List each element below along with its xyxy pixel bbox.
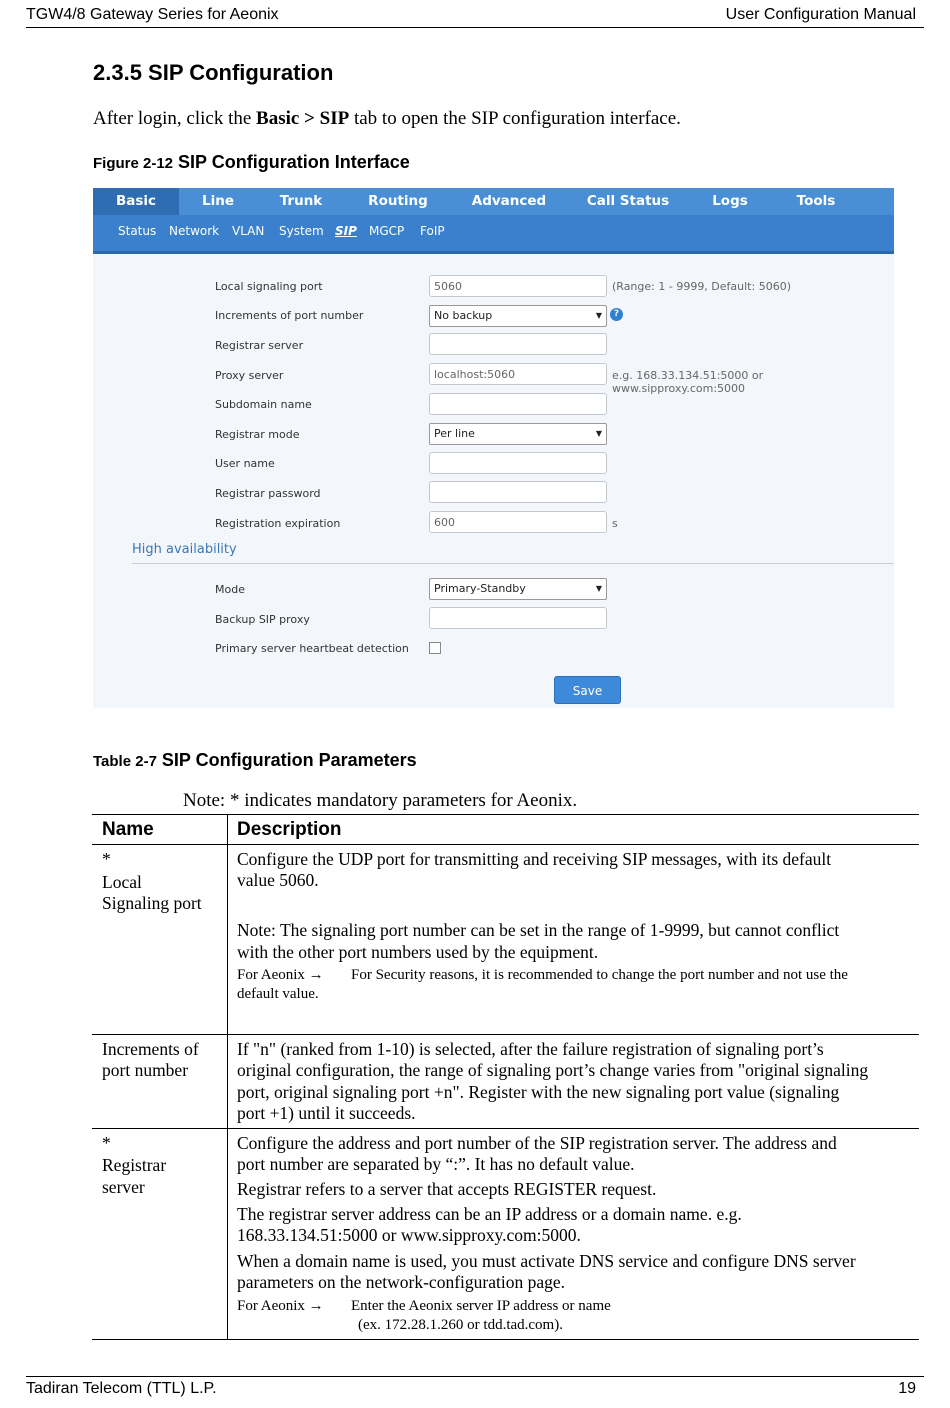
row3-desc-line2: port number are separated by “:”. It has no default value.	[237, 1154, 635, 1174]
save-button[interactable]: Save	[554, 676, 621, 704]
figure-number: Figure 2-12	[93, 155, 174, 172]
registrar-mode-value: Per line	[434, 427, 475, 440]
high-availability-title: High availability	[132, 542, 237, 557]
page-footer	[26, 1376, 924, 1397]
table-rule	[92, 1128, 919, 1129]
table-title: SIP Configuration Parameters	[156, 750, 417, 770]
row1-name-line1: Local	[102, 872, 142, 892]
sub-nav	[93, 215, 894, 254]
intro-text-end: tab to open the SIP configuration interface.	[349, 108, 681, 129]
proxy-server-input[interactable]: localhost:5060	[429, 363, 607, 385]
subtab-mgcp[interactable]: MGCP	[369, 224, 405, 238]
subdomain-label: Subdomain name	[215, 398, 312, 411]
increments-select[interactable]	[429, 305, 607, 327]
row3-name-line1: Registrar	[102, 1155, 167, 1175]
tab-trunk[interactable]: Trunk	[279, 193, 323, 209]
section-divider	[132, 563, 894, 564]
row2-desc-line3: port, original signaling port +n". Register with the new signaling port value (signaling	[237, 1082, 840, 1102]
row3-desc-address-line1: The registrar server address can be an IP address or a domain name. e.g.	[237, 1204, 742, 1224]
page-header	[26, 6, 924, 28]
user-name-input[interactable]	[429, 452, 607, 474]
row3-star: *	[102, 1133, 111, 1153]
tab-call-status[interactable]: Call Status	[586, 193, 670, 209]
sip-config-screenshot	[93, 188, 894, 708]
row3-aeonix-text: Enter the Aeonix server IP address or name	[351, 1298, 611, 1314]
tab-advanced[interactable]: Advanced	[471, 193, 547, 209]
local-port-label: Local signaling port	[215, 280, 323, 293]
figure-caption	[93, 152, 410, 173]
registrar-server-input[interactable]	[429, 333, 607, 355]
row2-name-line1: Increments of	[102, 1039, 199, 1059]
registration-expiration-label: Registration expiration	[215, 517, 341, 530]
row1-star: *	[102, 849, 111, 869]
mode-label: Mode	[215, 583, 245, 596]
registrar-password-input[interactable]	[429, 481, 607, 503]
tab-routing[interactable]: Routing	[368, 193, 428, 209]
chevron-down-icon: ▼	[595, 584, 602, 593]
row3-name-line2: server	[102, 1177, 145, 1197]
local-port-input[interactable]: 5060	[429, 275, 607, 297]
user-name-label: User name	[215, 457, 275, 470]
header-manual-name: User Configuration Manual	[725, 6, 916, 23]
section-title: 2.3.5 SIP Configuration	[93, 60, 334, 85]
intro-text: After login, click the	[93, 108, 257, 129]
mode-select[interactable]	[429, 578, 607, 600]
row1-aeonix-text2: default value.	[237, 986, 319, 1002]
row1-aeonix-text: For Security reasons, it is recommended to change the port number and not use the	[351, 967, 848, 983]
table-rule	[92, 814, 919, 815]
heartbeat-label: Primary server heartbeat detection	[215, 642, 409, 655]
row3-desc-address-line2: 168.33.134.51:5000 or www.sipproxy.com:5000.	[237, 1225, 581, 1245]
row2-desc-line1: If "n" (ranked from 1-10) is selected, after the failure registration of signaling port’s	[237, 1039, 824, 1059]
intro-paragraph	[93, 108, 681, 130]
registrar-mode-label: Registrar mode	[215, 428, 300, 441]
increments-label: Increments of port number	[215, 309, 364, 322]
subtab-sip[interactable]: SIP	[335, 224, 357, 238]
intro-bold-path: Basic > SIP	[256, 108, 350, 129]
row2-name-line2: port number	[102, 1060, 189, 1080]
tab-logs[interactable]: Logs	[712, 193, 748, 209]
row3-desc-dns-line2: parameters on the network-configuration page.	[237, 1272, 565, 1292]
subdomain-input[interactable]	[429, 393, 607, 415]
row1-note-line1: Note: The signaling port number can be set in the range of 1-9999, but cannot conflict	[237, 920, 840, 940]
column-divider	[227, 814, 228, 1339]
table-rule	[92, 1339, 919, 1340]
backup-proxy-input[interactable]	[429, 607, 607, 629]
registration-expiration-unit: s	[612, 517, 618, 530]
registration-expiration-input[interactable]: 600	[429, 511, 607, 533]
figure-title: SIP Configuration Interface	[173, 152, 410, 172]
table-rule	[92, 1034, 919, 1035]
tab-tools[interactable]: Tools	[796, 193, 836, 209]
table-rule	[92, 844, 919, 845]
backup-proxy-label: Backup SIP proxy	[215, 613, 310, 626]
table-caption	[93, 750, 417, 771]
header-description: Description	[237, 819, 342, 840]
mandatory-note: Note: * indicates mandatory parameters for Aeonix.	[183, 790, 578, 811]
heartbeat-checkbox[interactable]	[429, 642, 441, 654]
row3-desc-dns-line1: When a domain name is used, you must activate DNS service and configure DNS server	[237, 1251, 856, 1271]
proxy-server-hint: e.g. 168.33.134.51:5000 or www.sipproxy.com:5000	[612, 369, 764, 395]
subtab-vlan[interactable]: VLAN	[232, 224, 265, 238]
header-name: Name	[102, 819, 154, 840]
row3-aeonix-prefix: For Aeonix →	[237, 1298, 324, 1314]
chevron-down-icon: ▼	[595, 429, 602, 438]
proxy-server-label: Proxy server	[215, 369, 284, 382]
row1-desc-line1: Configure the UDP port for transmitting and receiving SIP messages, with its default	[237, 849, 832, 869]
help-icon[interactable]: ?	[610, 308, 623, 321]
subtab-network[interactable]: Network	[169, 224, 220, 238]
row1-desc-line2: value 5060.	[237, 870, 319, 890]
row3-desc-registrar: Registrar refers to a server that accepts REGISTER request.	[237, 1179, 657, 1199]
registrar-mode-select[interactable]	[429, 423, 607, 445]
row2-desc-line4: port +1) until it succeeds.	[237, 1103, 416, 1123]
increments-select-value: No backup	[434, 309, 493, 322]
subtab-foip[interactable]: FoIP	[420, 224, 445, 238]
row2-desc-line2: original configuration, the range of signaling port’s change varies from "original signaling	[237, 1060, 869, 1080]
page-number: 19	[898, 1380, 916, 1397]
tab-basic[interactable]: Basic	[93, 188, 179, 215]
row1-name-line2: Signaling port	[102, 893, 202, 913]
row1-note-line2: with the other port numbers used by the equipment.	[237, 942, 599, 962]
local-port-hint: (Range: 1 - 9999, Default: 5060)	[612, 280, 791, 293]
registrar-password-label: Registrar password	[215, 487, 321, 500]
registrar-server-label: Registrar server	[215, 339, 304, 352]
row1-aeonix-prefix: For Aeonix →	[237, 967, 324, 983]
subtab-system[interactable]: System	[279, 224, 324, 238]
tab-line[interactable]: Line	[202, 193, 234, 209]
row3-aeonix-text2: (ex. 172.28.1.260 or tdd.tad.com).	[358, 1317, 563, 1333]
footer-company: Tadiran Telecom (TTL) L.P.	[26, 1380, 217, 1397]
header-doc-title: TGW4/8 Gateway Series for Aeonix	[26, 6, 279, 23]
main-nav	[93, 188, 894, 215]
subtab-status[interactable]: Status	[118, 224, 157, 238]
row3-desc-line1: Configure the address and port number of the SIP registration server. The address and	[237, 1133, 837, 1153]
mode-select-value: Primary-Standby	[434, 582, 526, 595]
table-number: Table 2-7	[93, 753, 157, 770]
chevron-down-icon: ▼	[595, 311, 602, 320]
